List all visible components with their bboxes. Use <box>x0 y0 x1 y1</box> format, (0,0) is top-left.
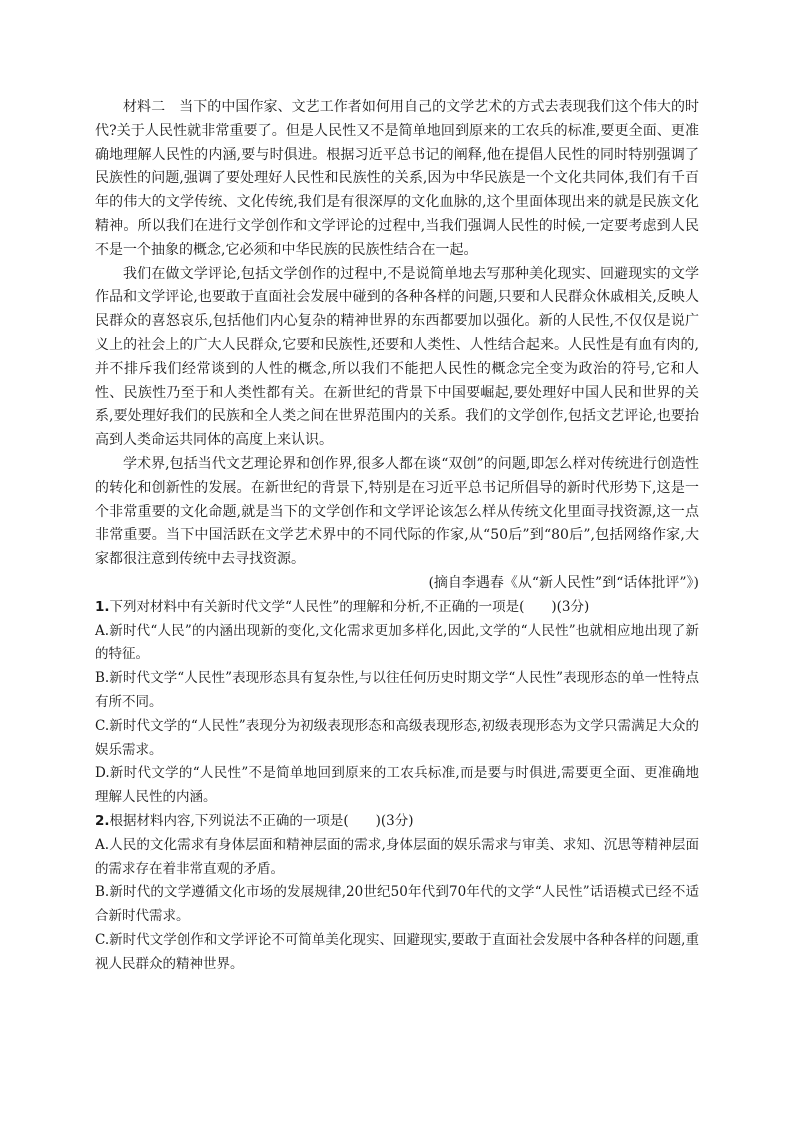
question-stem <box>95 810 699 834</box>
question-stem-text: 下列对材料中有关新时代文学“人民性”的理解和分析,不正确的一项是( )(3分) <box>109 598 590 615</box>
passage-paragraph: 学术界,包括当代文艺理论界和创作界,很多人都在谈“双创”的问题,即怎么样对传统进行创造性的转化和创新性的发展。在新世纪的背景下,特别是在习近平总书记所倡导的新时代形势下,这是一个非常重要的文化命题,就是当下的文学创作和文学评论该怎么样从传统文化里面寻找资源,这一点非常重要。当下中国活跃在文学艺术界中的不同代际的作家,从“50后”到“80后”,包括网络作家,大家都很注意到传统中去寻找资源。 <box>95 455 699 568</box>
question-2 <box>95 810 699 977</box>
question-1 <box>95 596 699 810</box>
option-b: B.新时代的文学遵循文化市场的发展规律,20世纪50年代到70年代的文学“人民性”话语模式已经不适合新时代需求。 <box>95 884 699 925</box>
question-stem-text: 根据材料内容,下列说法不正确的一项是( )(3分) <box>109 812 414 829</box>
question-number: 2. <box>95 812 110 829</box>
option-b: B.新时代文学“人民性”表现形态具有复杂性,与以往任何历史时期文学“人民性”表现形态的单一性特点有所不同。 <box>95 670 699 710</box>
option-d: D.新时代文学的“人民性”不是简单地回到原来的工农兵标准,而是要与时俱进,需要更全面、更准确地理解人民性的内涵。 <box>95 765 699 806</box>
passage <box>95 96 699 596</box>
passage-paragraph: 材料二 当下的中国作家、文艺工作者如何用自己的文学艺术的方式去表现我们这个伟大的时代?关于人民性就非常重要了。但是人民性又不是简单地回到原来的工农兵的标准,要更全面、更准确地理解人民性的内涵,要与时俱进。根据习近平总书记的阐释,他在提倡人民性的同时特别强调了民族性的问题,强调了要处理好人民性和民族性的关系,因为中华民族是一个文化共同体,我们有千百年的伟大的文学传统、文化传统,我们是有很深厚的文化血脉的,这个里面体现出来的就是民族文化精神。所以我们在进行文学创作和文学评论的过程中,当我们强调人民性的时候,一定要考虑到人民不是一个抽象的概念,它必须和中华民族的民族性结合在一起。 <box>95 99 699 258</box>
option-c: C.新时代文学创作和文学评论不可简单美化现实、回避现实,要敢于直面社会发展中各种各样的问题,重视人民群众的精神世界。 <box>95 931 699 972</box>
option-a: A.人民的文化需求有身体层面和精神层面的需求,身体层面的娱乐需求与审美、求知、沉思等精神层面的需求存在着非常直观的矛盾。 <box>95 836 699 877</box>
option-a: A.新时代“人民”的内涵出现新的变化,文化需求更加多样化,因此,文学的“人民性”也就相应地出现了新的特征。 <box>95 622 699 663</box>
page-content <box>95 96 699 976</box>
question-stem <box>95 596 699 620</box>
passage-source: (摘自李遇春《从“新人民性”到“话体批评”》) <box>428 574 699 591</box>
passage-paragraph: 我们在做文学评论,包括文学创作的过程中,不是说简单地去写那种美化现实、回避现实的文学作品和文学评论,也要敢于直面社会发展中碰到的各种各样的问题,只要和人民群众休戚相关,反映人民群众的喜怒哀乐,包括他们内心复杂的精神世界的东西都要加以强化。新的人民性,不仅仅是说广义上的社会上的广大人民群众,它要和民族性,还要和人类性、人性结合起来。人民性是有血有肉的,并不排斥我们经常谈到的人性的概念,所以我们不能把人民性的概念完全变为政治的符号,它和人性、民族性乃至于和人类性都有关。在新世纪的背景下中国要崛起,要处理好中国人民和世界的关系,要处理好我们的民族和全人类之间在世界范围内的关系。我们的文学创作,包括文艺评论,也要抬高到人类命运共同体的高度上来认识。 <box>95 265 699 449</box>
option-c: C.新时代文学的“人民性”表现分为初级表现形态和高级表现形态,初级表现形态为文学只需满足大众的娱乐需求。 <box>95 717 699 758</box>
question-number: 1. <box>95 598 110 615</box>
